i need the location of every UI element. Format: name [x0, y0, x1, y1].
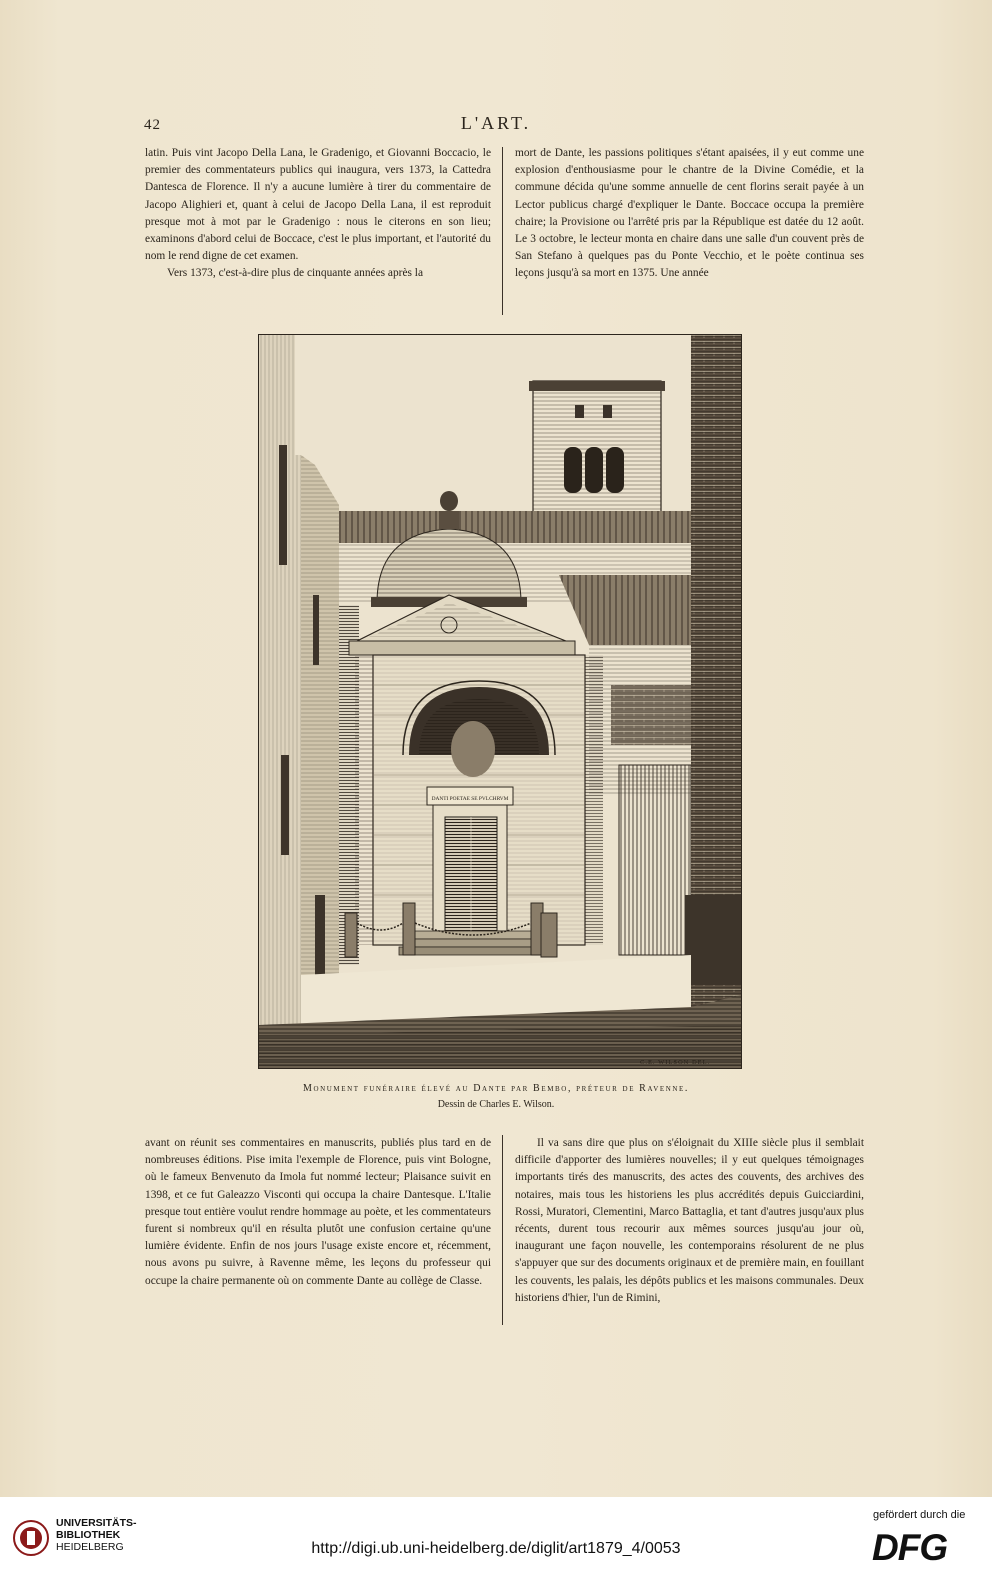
top-right-column	[515, 145, 864, 283]
bottom-right-column	[515, 1135, 864, 1307]
paragraph: mort de Dante, les passions politiques s'étant apaisées, il y eut comme une explosion d'enthousiasme pour le chantre de la Divine Comédie, et la commune décida qu'une somme annuelle de cent florins serait payée à un Lector publicus chargé d'expliquer le Dante. Boccace occupa la première chaire; la Provisione ou l'arrêté pris par la République est datée du 12 août. Le 3 octobre, le lecteur monta en chaire dans une salle d'un couvent près de San Stefano à quelques pas du Ponte Vecchio, et le poète continua ses leçons jusqu'à sa mort en 1375. Une année	[515, 147, 864, 280]
dfg-logo: DFG	[872, 1527, 948, 1568]
top-left-column	[145, 145, 491, 283]
column-divider	[502, 1135, 503, 1325]
funding-note: gefördert durch die	[873, 1509, 966, 1521]
page-number: 42	[144, 117, 161, 133]
paragraph: latin. Puis vint Jacopo Della Lana, le Gradenigo, et Giovanni Boccacio, le premier des commentateurs publics qui inaugura, vers 1373, la Cattedra Dantesca de Florence. Il n'y a aucune lumière à tirer du commentaire de Jacopo Alighieri et, quant à celui de Jacopo Della Lana, il est reproduit presque mot à mot par le Gradenigo : nous le citerons en son lieu; examinons d'abord celui de Boccace, c'est le plus important, et l'autorité du nom le rend digne de cet examen.	[145, 147, 491, 263]
column-divider	[502, 147, 503, 315]
figure-credit: Dessin de Charles E. Wilson.	[437, 1099, 555, 1110]
paragraph: avant on réunit ses commentaires en manuscrits, publiés plus tard en de nombreuses éditions. Pise imita l'exemple de Florence, puis vint Bologne, où le fameux Benvenuto da Imola fut nommé lecteur; Plaisance suivit en 1398, et ce fut Galeazzo Visconti qui occupa la chaire Dantesque. L'Italie presque tout entière voulut rendre hommage au poète, et les commentateurs furent si nombreux qu'il en résulta plutôt une confusion certaine qu'une lumière évidente. Enfin de nos jours l'usage existe encore et, récemment, nous avons pu suivre, à Ravenne même, les leçons du professeur qui occupe la chaire permanente où on commente Dante au collège de Classe.	[145, 1137, 491, 1287]
paragraph: Vers 1373, c'est-à-dire plus de cinquante années après la	[167, 267, 424, 280]
library-line: UNIVERSITÄTS-	[56, 1517, 137, 1529]
library-line: HEIDELBERG	[56, 1541, 124, 1553]
tomb-inscription: DANTI POETAE SE PVLCHRVM	[431, 796, 509, 802]
engraver-signature: C.E. WILSON DEL.	[640, 1059, 711, 1066]
engraving-plate	[258, 334, 742, 1069]
running-head: L'ART.	[460, 113, 532, 133]
tomb-engraving	[259, 335, 741, 1068]
permalink[interactable]: http://digi.ub.uni-heidelberg.de/diglit/art1879_4/0053	[311, 1540, 681, 1557]
library-line: BIBLIOTHEK	[56, 1529, 121, 1541]
figure-caption: Monument funéraire élevé au Dante par Bembo, préteur de Ravenne.	[302, 1083, 690, 1094]
paragraph: Il va sans dire que plus on s'éloignait du XIIIe siècle plus il semblait difficile d'apporter des lumières nouvelles; il y eut quelques témoignages importants tirés des manuscrits, des actes des couvents, des archives des notaires, mais tous les historiens les plus accrédités depuis Guicciardini, Rossi, Muratori, Clementini, Marco Battaglia, et tant d'autres jusqu'aux plus récents, durent tous recourir aux mêmes sources jusqu'au jour où, inaugurant une façon nouvelle, les contemporains résolurent de ne plus s'appuyer que sur des documents originaux et de première main, en fouillant les couvents, les palais, les dépôts publics et les maisons communales. Deux historiens d'hier, l'un de Rimini,	[515, 1137, 864, 1304]
bottom-left-column	[145, 1135, 491, 1290]
